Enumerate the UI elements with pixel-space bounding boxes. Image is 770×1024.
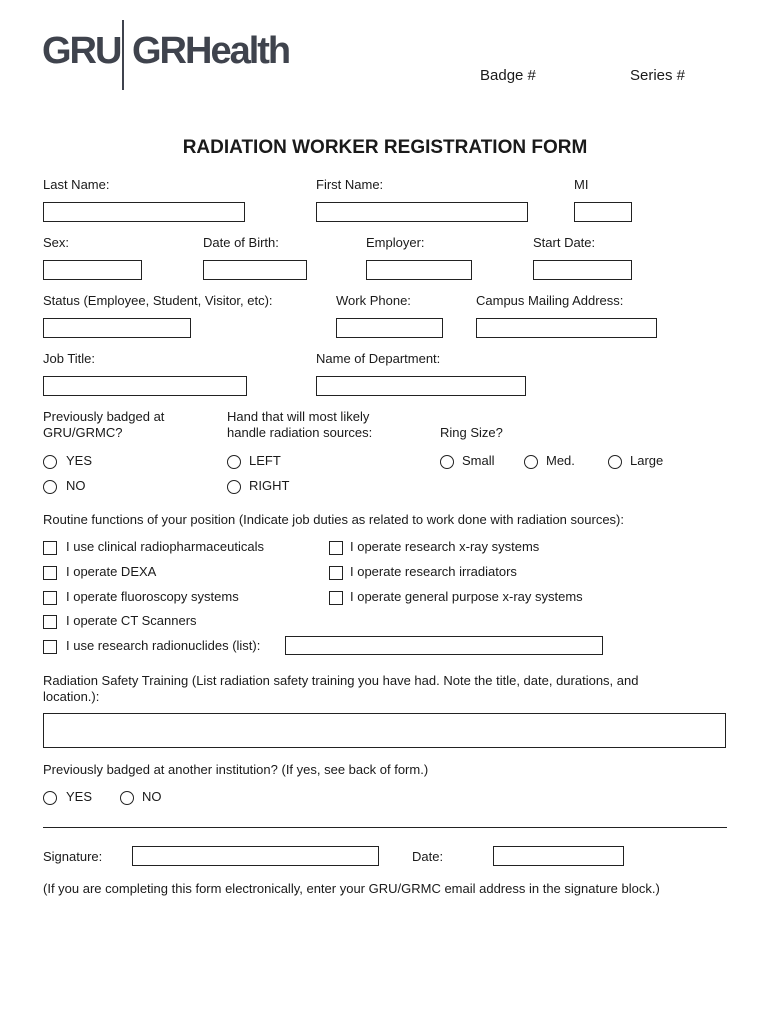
badged-question-line1: Previously badged at <box>43 409 165 424</box>
research-xray-label: I operate research x-ray systems <box>350 539 540 554</box>
department-field[interactable] <box>316 376 526 396</box>
signature-label: Signature: <box>43 849 103 864</box>
employer-label: Employer: <box>366 235 425 250</box>
badged-no-radio[interactable] <box>43 480 57 494</box>
work-phone-field[interactable] <box>336 318 443 338</box>
first-name-label: First Name: <box>316 177 384 192</box>
training-instructions-line2: location.): <box>43 689 100 704</box>
last-name-label: Last Name: <box>43 177 110 192</box>
sex-field[interactable] <box>43 260 142 280</box>
other-inst-yes-radio[interactable] <box>43 791 57 805</box>
status-label: Status (Employee, Student, Visitor, etc): <box>43 293 273 308</box>
radionuclides-list-field[interactable] <box>285 636 603 655</box>
dexa-checkbox[interactable] <box>43 566 57 580</box>
campus-mail-field[interactable] <box>476 318 657 338</box>
hand-question-line1: Hand that will most likely <box>227 409 370 424</box>
hand-right-radio[interactable] <box>227 480 241 494</box>
badged-no-label: NO <box>66 478 86 493</box>
ring-large-radio[interactable] <box>608 455 622 469</box>
section-divider <box>43 827 727 828</box>
badged-yes-radio[interactable] <box>43 455 57 469</box>
mi-label: MI <box>574 177 589 192</box>
training-field[interactable] <box>43 713 726 748</box>
department-label: Name of Department: <box>316 351 441 366</box>
other-inst-no-radio[interactable] <box>120 791 134 805</box>
job-title-field[interactable] <box>43 376 247 396</box>
ring-small-radio[interactable] <box>440 455 454 469</box>
form-title: RADIATION WORKER REGISTRATION FORM <box>182 137 588 158</box>
ring-med-radio[interactable] <box>524 455 538 469</box>
footer-note: (If you are completing this form electronically, enter your GRU/GRMC email address in the signature block.) <box>43 881 660 896</box>
general-xray-label: I operate general purpose x-ray systems <box>350 589 583 604</box>
last-name-field[interactable] <box>43 202 245 222</box>
job-title-label: Job Title: <box>43 351 96 366</box>
work-phone-label: Work Phone: <box>336 293 411 308</box>
other-institution-question: Previously badged at another institution? (If yes, see back of form.) <box>43 762 429 777</box>
research-radionuclides-checkbox[interactable] <box>43 640 57 654</box>
routine-functions-intro: Routine functions of your position (Indicate job duties as related to work done with radiation sources): <box>43 512 624 527</box>
badged-question-line2: GRU/GRMC? <box>43 425 123 440</box>
fluoroscopy-label: I operate fluoroscopy systems <box>66 589 239 604</box>
clinical-radiopharm-label: I use clinical radiopharmaceuticals <box>66 539 264 554</box>
campus-mail-label: Campus Mailing Address: <box>476 293 624 308</box>
hand-question-line2: handle radiation sources: <box>227 425 373 440</box>
badged-yes-label: YES <box>66 453 93 468</box>
training-instructions-line1: Radiation Safety Training (List radiation safety training you have had. Note the title, date, durations, and <box>43 673 639 688</box>
research-irradiators-label: I operate research irradiators <box>350 564 517 579</box>
hand-left-label: LEFT <box>249 453 281 468</box>
ct-scanners-label: I operate CT Scanners <box>66 613 197 628</box>
grhealth-logo: GRHealth <box>132 30 290 72</box>
hand-right-label: RIGHT <box>249 478 290 493</box>
research-radionuclides-label: I use research radionuclides (list): <box>66 638 261 653</box>
dob-field[interactable] <box>203 260 307 280</box>
sex-label: Sex: <box>43 235 70 250</box>
start-date-label: Start Date: <box>533 235 596 250</box>
start-date-field[interactable] <box>533 260 632 280</box>
research-irradiators-checkbox[interactable] <box>329 566 343 580</box>
ring-large-label: Large <box>630 453 664 468</box>
date-field[interactable] <box>493 846 624 866</box>
other-inst-no-label: NO <box>142 789 162 804</box>
status-field[interactable] <box>43 318 191 338</box>
ring-size-question: Ring Size? <box>440 425 503 440</box>
date-label: Date: <box>412 849 444 864</box>
logo-divider <box>122 20 124 90</box>
signature-field[interactable] <box>132 846 379 866</box>
first-name-field[interactable] <box>316 202 528 222</box>
dexa-label: I operate DEXA <box>66 564 157 579</box>
dob-label: Date of Birth: <box>203 235 279 250</box>
badge-label: Badge # <box>480 67 536 84</box>
general-xray-checkbox[interactable] <box>329 591 343 605</box>
employer-field[interactable] <box>366 260 472 280</box>
mi-field[interactable] <box>574 202 632 222</box>
other-inst-yes-label: YES <box>66 789 93 804</box>
series-label: Series # <box>630 67 686 84</box>
hand-left-radio[interactable] <box>227 455 241 469</box>
gru-logo: GRU <box>42 30 121 72</box>
fluoroscopy-checkbox[interactable] <box>43 591 57 605</box>
ct-scanners-checkbox[interactable] <box>43 615 57 629</box>
clinical-radiopharm-checkbox[interactable] <box>43 541 57 555</box>
ring-med-label: Med. <box>546 453 575 468</box>
ring-small-label: Small <box>462 453 495 468</box>
research-xray-checkbox[interactable] <box>329 541 343 555</box>
